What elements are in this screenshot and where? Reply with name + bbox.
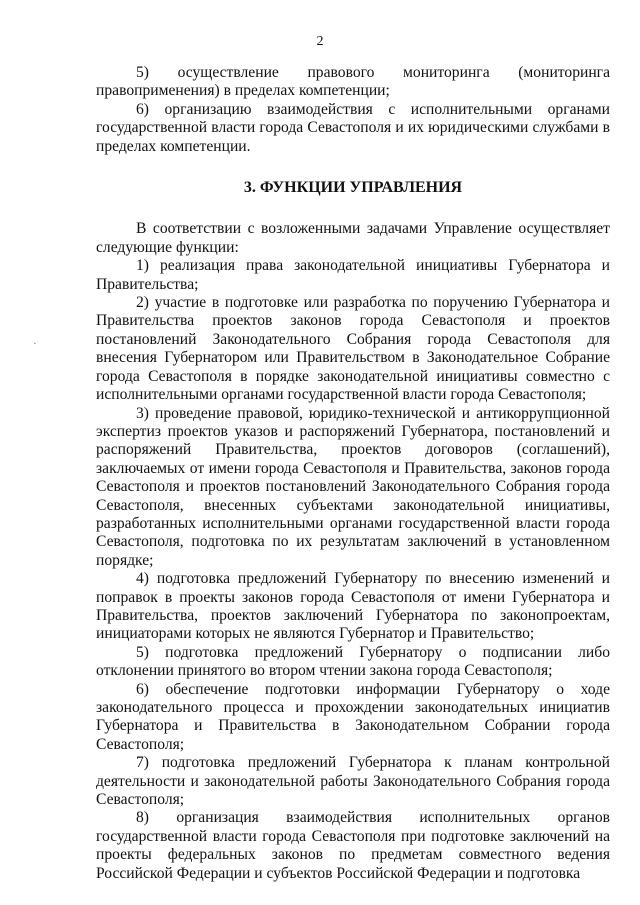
document-body (96, 64, 610, 883)
function-item-1: 1) реализация права законодательной инициативы Губернатора и Правительства; (96, 257, 610, 293)
function-item-2: 2) участие в подготовке или разработка по поручению Губернатора и Правительства проектов законов города Севастополя и проектов постановлений Законодательного Собрания города Севастополя для внесения Губернатором или Правительством в Законодательное Собрание города Севастополя в порядке законодательной инициативы совместно с исполнительными органами государственной власти города Севастополя; (96, 294, 610, 404)
function-item-5: 5) подготовка предложений Губернатору о подписании либо отклонении принятого во втором чтении закона города Севастополя; (96, 643, 610, 680)
page-number: 2 (316, 34, 324, 49)
function-item-4: 4) подготовка предложений Губернатору по внесению изменений и поправок в проекты законов города Севастополя от имени Губернатора и Правительства, проектов заключений Губернатора по законопроектам, инициаторами которых не являются Губернатор и Правительство; (96, 570, 610, 643)
margin-mark: · (33, 338, 37, 350)
function-item-6: 6) обеспечение подготовки информации Губернатору о ходе законодательного процесса и прохождении законодательных инициатив Губернатора и Правительства в Законодательном Собрании города Севастополя; (96, 680, 610, 753)
paragraph-interaction: 6) организацию взаимодействия с исполнительными органами государственной власти города Севастополя и их юридическими службами в пределах компетенции. (96, 100, 610, 155)
paragraph-monitoring: 5) осуществление правового мониторинга (мониторинга правоприменения) в пределах компетенции; (96, 64, 610, 100)
function-item-7: 7) подготовка предложений Губернатора к планам контрольной деятельности и законодательной работы Законодательного Собрания города Севастополя; (96, 754, 610, 809)
function-item-3: 3) проведение правовой, юридико-технической и антикоррупционной экспертиз проектов указов и распоряжений Губернатора, постановлений и распоряжений Правительства, проектов договоров (соглашений), заключаемых от имени города Севастополя и Правительства, законов города Севастополя и проектов постановлений Законодательного Собрания города Севастополя, внесенных субъектами законодательной инициативы, разработанных исполнительными органами государственной власти города Севастополя, подготовка по их результатам заключений в установленном порядке; (96, 404, 610, 569)
functions-intro: В соответствии с возложенными задачами Управление осуществляет следующие функции: (96, 220, 610, 256)
section-heading: 3. ФУНКЦИИ УПРАВЛЕНИЯ (243, 179, 463, 197)
function-item-8: 8) организация взаимодействия исполнительных органов государственной власти города Севастополя при подготовке заключений на проекты федеральных законов по предметам совместного ведения Российской Федерации и субъектов Российской Федерации и подготовка (96, 809, 610, 882)
